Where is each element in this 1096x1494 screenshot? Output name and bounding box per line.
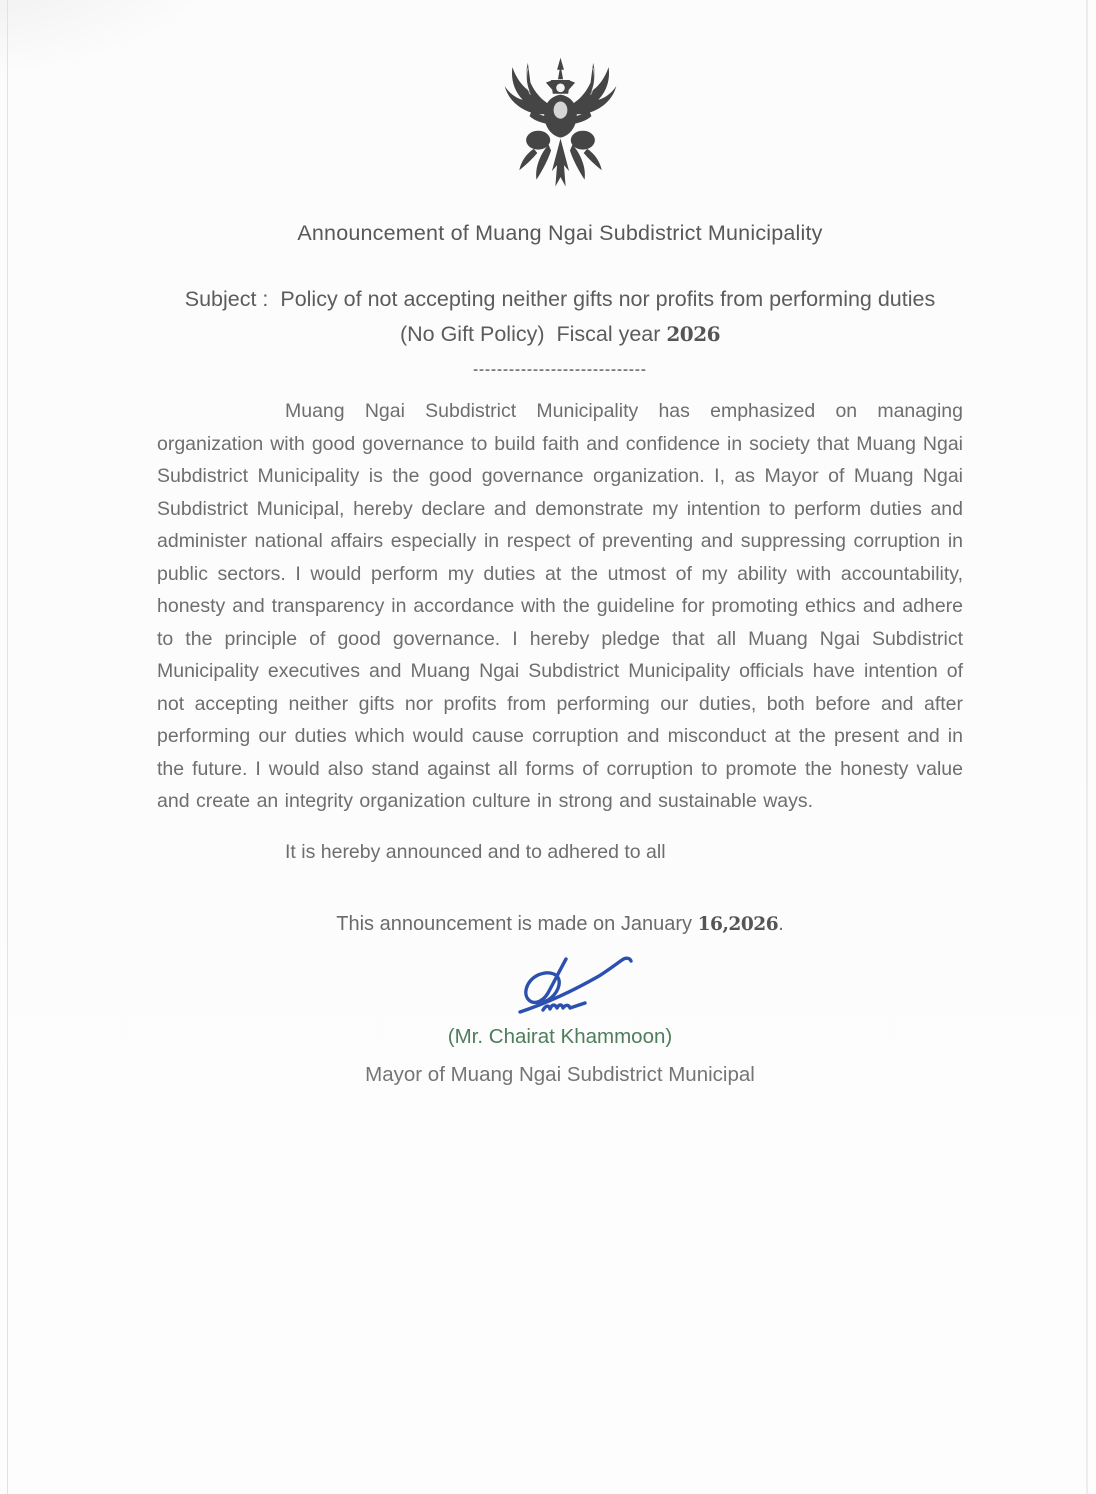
- subject-line-2-text: (No Gift Policy) Fiscal year: [399, 322, 667, 346]
- date-line: [157, 911, 963, 938]
- date-value: 16,2026: [697, 913, 779, 935]
- date-period: .: [778, 912, 784, 935]
- subject-line-2: [157, 321, 963, 347]
- signer-title: Mayor of Muang Ngai Subdistrict Municipal: [365, 1062, 755, 1086]
- dashed-divider: -----------------------------: [473, 361, 647, 378]
- date-line-text: This announcement is made on January: [336, 912, 698, 935]
- garuda-emblem: [157, 56, 963, 202]
- document-content: [0, 56, 1096, 1088]
- fiscal-year-value: 2026: [666, 322, 721, 346]
- subject-line: Subject : Policy of not accepting neither gifts nor profits from performing duties: [184, 287, 936, 311]
- signature: [171, 950, 977, 1018]
- closing-line: It is hereby announced and to adhered to all: [285, 840, 666, 863]
- signer-name: (Mr. Chairat Khammoon): [447, 1024, 673, 1048]
- signature-ink-icon: [509, 950, 639, 1018]
- body-paragraph: Muang Ngai Subdistrict Municipality has emphasized on managing organization with good governance to build faith and confidence in society that Muang Ngai Subdistrict Municipality is the good governance organization. I, as Mayor of Muang Ngai Subdistrict Municipal, hereby declare and demonstrate my intention to perform duties and administer national affairs especially in respect of preventing and suppressing corruption in public sectors. I would perform my duties at the utmost of my ability with accountability, honesty and transparency in accordance with the guideline for promoting ethics and adhere to the principle of good governance. I hereby pledge that all Muang Ngai Subdistrict Municipality executives and Muang Ngai Subdistrict Municipality officials have intention of not accepting neither gifts nor profits from performing our duties, both before and after performing our duties which would cause corruption and misconduct at the present and in the future. I would also stand against all forms of corruption to promote the honesty value and create an integrity organization culture in strong and sustainable ways.: [157, 400, 963, 812]
- garuda-emblem-icon: [496, 56, 625, 202]
- announcement-title: Announcement of Muang Ngai Subdistrict Municipality: [297, 221, 823, 245]
